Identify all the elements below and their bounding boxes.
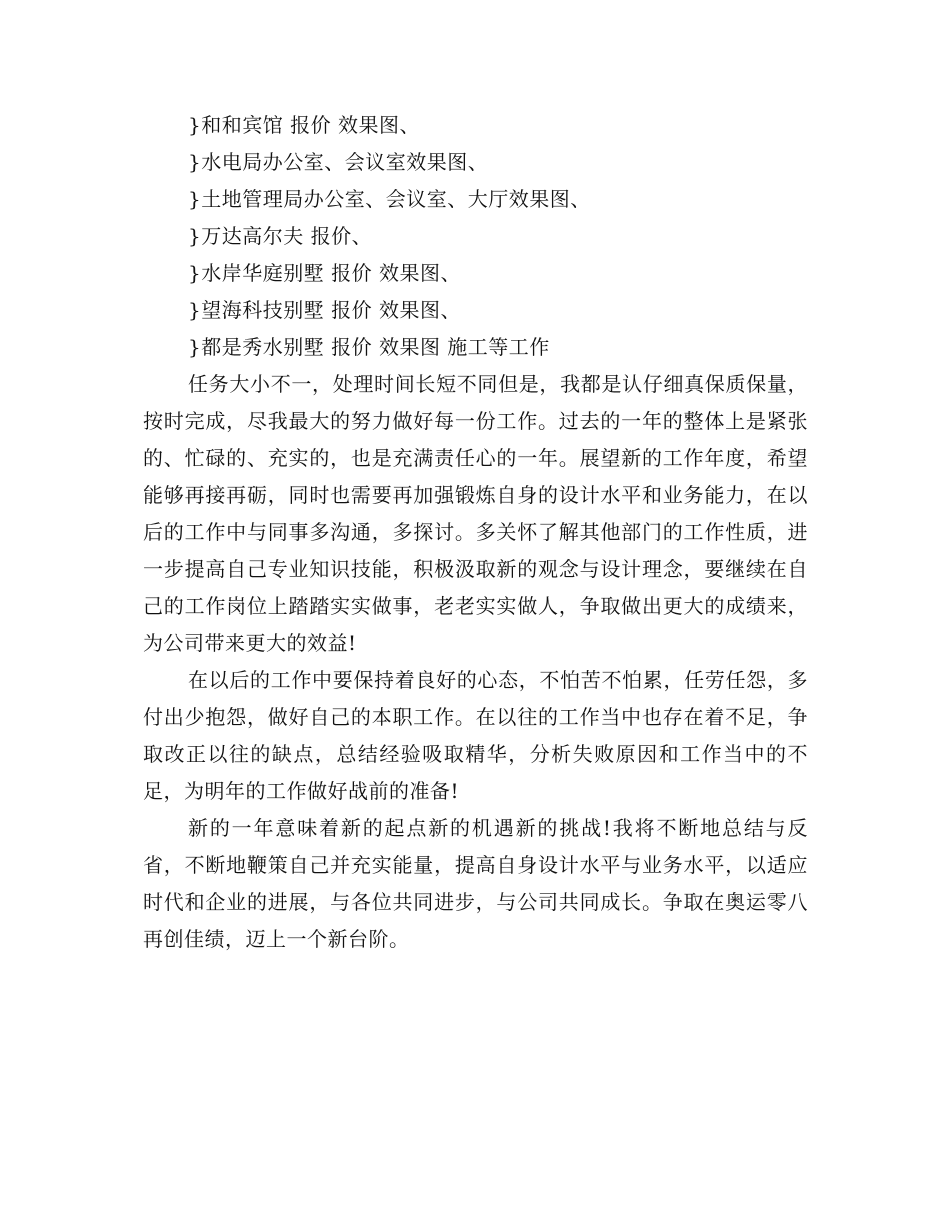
project-list-item: }都是秀水别墅 报价 效果图 施工等工作 — [188, 335, 550, 359]
project-list-item: }望海科技别墅 报价 效果图、 — [188, 298, 461, 322]
project-list-item: }水岸华庭别墅 报价 效果图、 — [188, 261, 461, 285]
paragraph-work-summary: 任务大小不一，处理时间长短不同但是，我都是认仔细真保质保量，按时完成，尽我最大的努力做好每一份工作。过去的一年的整体上是紧张的、忙碌的、充实的，也是充满责任心的一年。展望新的工作年度，希望能够再接再砺，同时也需要再加强锻炼自身的设计水平和业务能力，在以后的工作中与同事多沟通，多探讨。多关怀了解其他部门的工作性质，进一步提高自己专业知识技能，积极汲取新的观念与设计理念，要继续在自己的工作岗位上踏踏实实做事，老老实实做人，争取做出更大的成绩来，为公司带来更大的效益! — [143, 372, 808, 655]
project-list-item: }土地管理局办公室、会议室、大厅效果图、 — [188, 187, 591, 211]
paragraph-new-year-outlook: 新的一年意味着新的起点新的机遇新的挑战!我将不断地总结与反省，不断地鞭策自己并充实能量，提高自身设计水平与业务水平，以适应时代和企业的进展，与各位共同进步，与公司共同成长。争取在奥运零八再创佳绩，迈上一个新台阶。 — [143, 816, 808, 951]
paragraph-attitude: 在以后的工作中要保持着良好的心态，不怕苦不怕累，任劳任怨，多付出少抱怨，做好自己的本职工作。在以往的工作当中也存在着不足，争取改正以往的缺点，总结经验吸取精华，分析失败原因和工作当中的不足，为明年的工作做好战前的准备! — [143, 668, 808, 803]
project-list-item: }和和宾馆 报价 效果图、 — [188, 113, 420, 137]
document-body — [143, 107, 808, 958]
project-list-item: }水电局办公室、会议室效果图、 — [188, 150, 489, 174]
project-list-item: }万达高尔夫 报价、 — [188, 224, 373, 248]
